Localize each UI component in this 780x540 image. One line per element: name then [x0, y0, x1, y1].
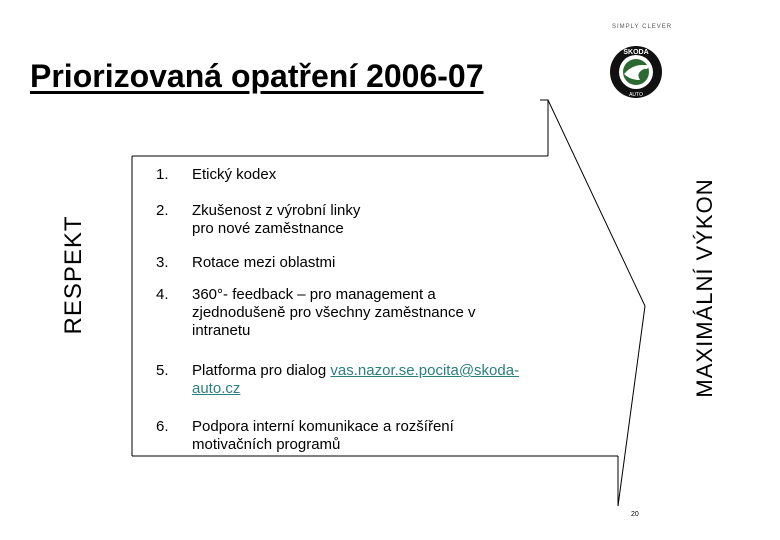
- item-text-line: Rotace mezi oblastmi: [192, 254, 336, 271]
- email-link[interactable]: vas.nazor.se.pocita@skoda-: [330, 362, 520, 379]
- page-title: Priorizovaná opatření 2006-07: [30, 58, 484, 94]
- item-text-line: pro nové zaměstnance: [192, 220, 344, 237]
- page-number: 20: [631, 511, 639, 518]
- list-item: [192, 254, 622, 272]
- list-item: [192, 362, 622, 398]
- item-text-prefix: Platforma pro dialog: [192, 362, 331, 379]
- item-text-line: 360°- feedback – pro management a: [192, 286, 436, 303]
- item-text-line: Zkušenost z výrobní linky: [192, 202, 361, 219]
- item-number: 5.: [156, 362, 169, 379]
- item-text-line: intranetu: [192, 322, 251, 339]
- list-item: [192, 166, 622, 184]
- item-number: 1.: [156, 166, 169, 183]
- arrow-head-lower-slope: [618, 306, 645, 506]
- item-text-line: Etický kodex: [192, 166, 277, 183]
- item-text-line: Podpora interní komunikace a rozšíření: [192, 418, 454, 435]
- item-number: 3.: [156, 254, 169, 271]
- respekt-label: RESPEKT: [60, 215, 87, 335]
- list-item: [192, 202, 622, 238]
- logo-brand-bottom: AUTO: [629, 92, 643, 98]
- list-item: [192, 418, 622, 454]
- logo-brand-top: ŠKODA: [623, 49, 649, 56]
- maximalni-vykon-label: MAXIMÁLNÍ VÝKON: [692, 178, 717, 398]
- email-link-continued[interactable]: auto.cz: [192, 380, 241, 397]
- item-number: 4.: [156, 286, 169, 303]
- item-text-line: motivačních programů: [192, 436, 341, 453]
- item-number: 6.: [156, 418, 169, 435]
- item-text-line: zjednodušeně pro všechny zaměstnance v: [192, 304, 476, 321]
- item-number: 2.: [156, 202, 169, 219]
- list-item: [192, 286, 622, 340]
- brand-tagline: SIMPLY CLEVER: [612, 24, 673, 30]
